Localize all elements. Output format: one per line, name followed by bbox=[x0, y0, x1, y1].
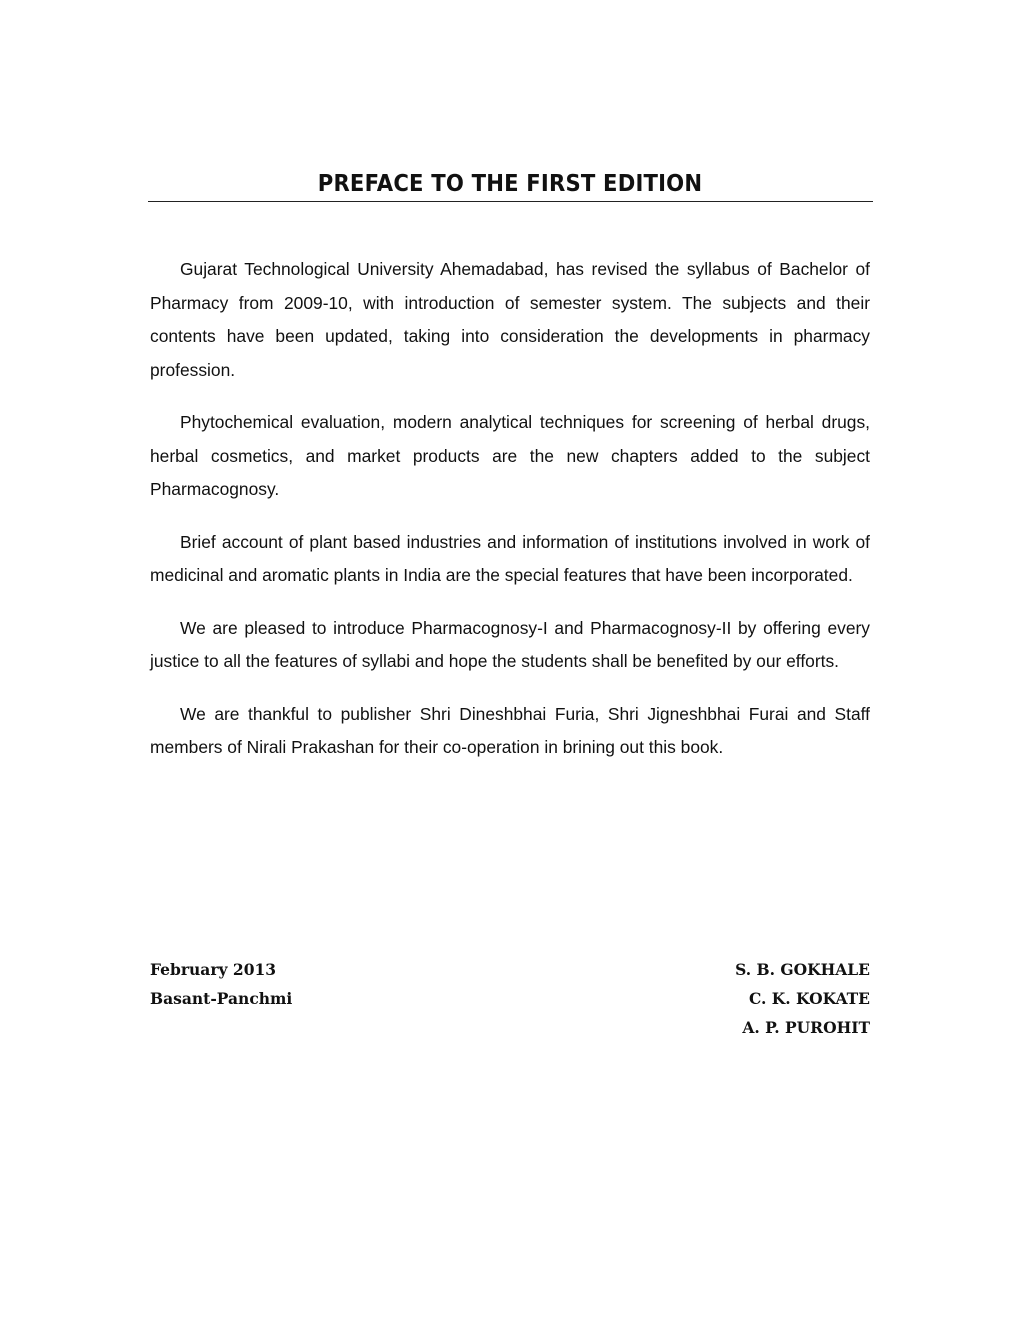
paragraph-2: Phytochemical evaluation, modern analytical techniques for screening of herbal drugs, herbal cosmetics, and market products are the new chapters added to the subject Pharmacognosy. bbox=[150, 412, 870, 499]
signoff-occasion: Basant-Panchmi bbox=[150, 989, 293, 1008]
signoff-date-block bbox=[150, 955, 292, 1013]
paragraph-1: Gujarat Technological University Ahemadabad, has revised the syllabus of Bachelor of Pharmacy from 2009-10, with introduction of semester system. The subjects and their contents have been updated, taking into consideration the developments in pharmacy profession. bbox=[150, 259, 870, 380]
author-name: C. K. KOKATE bbox=[748, 989, 870, 1008]
paragraph-5: We are thankful to publisher Shri Dineshbhai Furia, Shri Jigneshbhai Furai and Staff members of Nirali Prakashan for their co-operation in brining out this book. bbox=[150, 703, 870, 757]
paragraph-4: We are pleased to introduce Pharmacognosy-I and Pharmacognosy-II by offering every justice to all the features of syllabi and hope the students shall be benefited by our efforts. bbox=[150, 617, 870, 671]
title-underline bbox=[148, 201, 873, 202]
author-name: A. P. PUROHIT bbox=[742, 1018, 870, 1037]
signoff-authors-block bbox=[735, 955, 870, 1042]
preface-body bbox=[150, 253, 870, 784]
author-name: S. B. GOKHALE bbox=[735, 960, 870, 979]
paragraph-3: Brief account of plant based industries and information of institutions involved in work of medicinal and aromatic plants in India are the special features that have been incorporated. bbox=[150, 531, 870, 585]
page-title: PREFACE TO THE FIRST EDITION bbox=[317, 171, 703, 197]
signoff-date: February 2013 bbox=[150, 960, 277, 979]
